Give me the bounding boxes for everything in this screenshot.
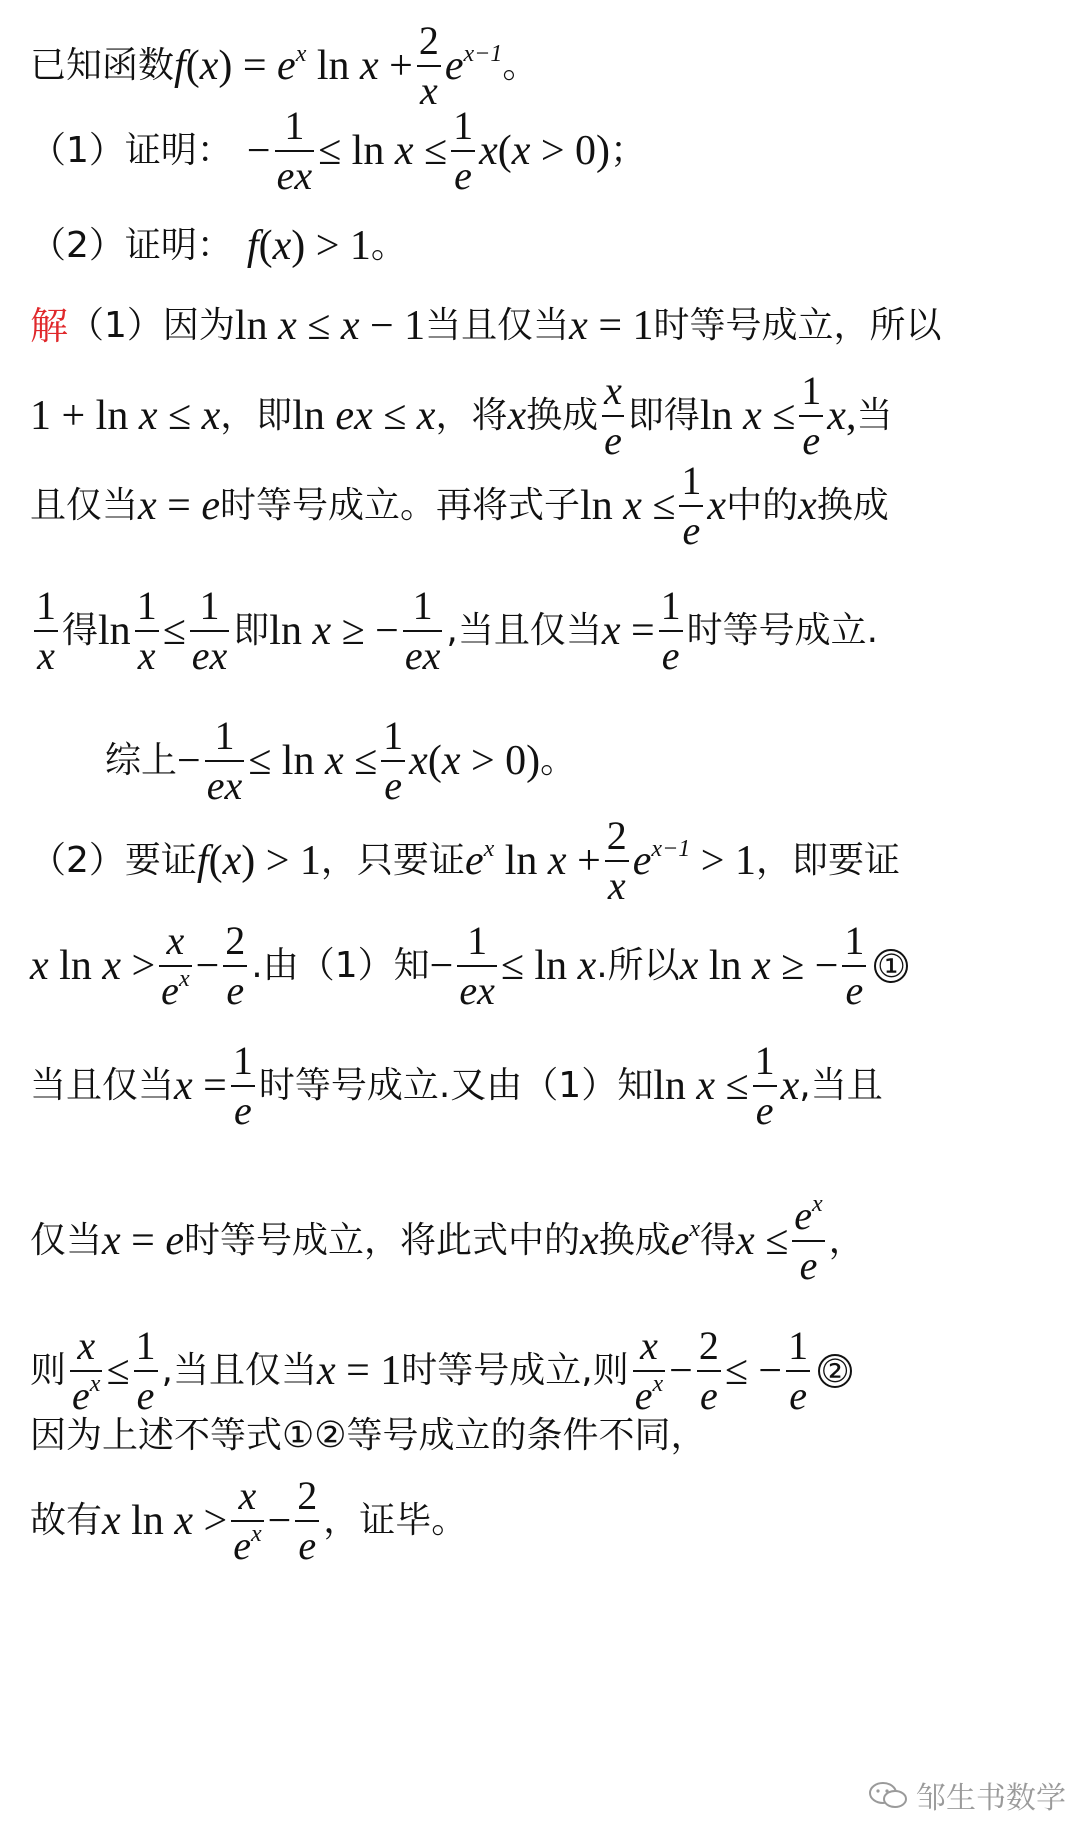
formula: x = e	[138, 483, 221, 529]
formula: x	[780, 1063, 800, 1109]
part1-label: （1）证明：	[30, 130, 233, 171]
fraction: $\frac{x}{e}$	[604, 368, 622, 463]
text: .所以	[596, 945, 680, 986]
text: 得	[700, 1220, 737, 1261]
formula: ≤ ln x ≤	[318, 128, 448, 174]
text: 当	[856, 395, 893, 436]
text: 仅当	[30, 1220, 103, 1261]
formula: −	[669, 1348, 693, 1394]
fraction: $\frac{1}{e}$	[135, 1323, 156, 1418]
fraction: $\frac{1}{x}$	[36, 583, 56, 678]
formula: ln x ≤	[580, 483, 676, 529]
text-period: 。	[540, 740, 577, 781]
wechat-icon	[868, 1780, 908, 1810]
formula: −	[267, 1498, 292, 1544]
formula: ln	[98, 608, 131, 654]
formula: x = 1	[569, 303, 654, 349]
solution-line-6	[30, 815, 1060, 907]
text: ,当且仅当	[446, 610, 602, 651]
text: 时等号成立.又由（1）知	[258, 1065, 654, 1106]
formula: x ≤	[736, 1218, 789, 1264]
solution-line-11	[30, 1415, 1060, 1456]
formula: $e^x$	[670, 1216, 701, 1264]
text: 且仅当	[30, 485, 139, 526]
part-1	[30, 105, 1060, 197]
text: ，证毕。	[323, 1500, 468, 1541]
solution-line-7	[30, 920, 1060, 1012]
solution-line-3	[30, 460, 1060, 552]
text-period: 。	[502, 45, 539, 86]
formula: −	[195, 943, 220, 989]
fraction: $\frac{1}{e}$	[383, 713, 404, 808]
text: ，即	[220, 395, 293, 436]
text: 换成	[526, 395, 599, 436]
text: 时等号成立，将此式中的	[184, 1220, 581, 1261]
formula: ln x ≤ x − 1	[234, 303, 426, 349]
fraction: $\frac{1}{e}$	[453, 103, 474, 198]
text: 时等号成立.	[686, 610, 879, 651]
fraction: $\frac{2}{e}$	[297, 1473, 318, 1568]
formula: f(x) > 1	[246, 223, 371, 269]
problem-statement	[30, 20, 1060, 112]
text: 得	[62, 610, 99, 651]
fraction: $\frac{1}{ex}$	[191, 583, 228, 678]
text: 时等号成立，所以	[653, 305, 942, 346]
fraction: $\frac{2}{x}$	[606, 813, 627, 908]
text: （1）因为	[68, 305, 235, 346]
fraction: $\frac{x}{e^x}$	[161, 918, 190, 1013]
text-intro: 已知函数	[30, 45, 175, 86]
text: 当且仅当	[30, 1065, 175, 1106]
formula: x ln x >	[102, 1498, 228, 1544]
minus: −	[246, 128, 271, 174]
formula: ≤ ln x ≤	[248, 738, 378, 784]
solution-conclusion	[30, 1475, 1060, 1567]
text: 换成	[598, 1220, 671, 1261]
solution-marker: 解	[30, 304, 69, 348]
text: ，将	[435, 395, 508, 436]
formula: ln x ≤	[653, 1063, 749, 1109]
solution-line-9	[30, 1191, 1060, 1288]
fraction: $\frac{x}{e^x}$	[233, 1473, 262, 1568]
text-semicolon: ；	[610, 130, 647, 171]
formula: x,	[827, 393, 857, 439]
text: 时等号成立,则	[401, 1350, 629, 1391]
text: 即	[233, 610, 270, 651]
solution-line-4	[30, 585, 1060, 677]
fraction: $\frac{1}{e}$	[681, 458, 702, 553]
text: （2）要证	[30, 840, 197, 881]
formula: $e^{x-1} > 1$	[632, 836, 756, 884]
text: ,当且	[799, 1065, 883, 1106]
text: 因为上述不等式①②等号成立的条件不同，	[30, 1415, 707, 1456]
text-period: 。	[370, 225, 407, 266]
text: 当且仅当	[425, 305, 570, 346]
formula: ln x ≥ −	[269, 608, 399, 654]
formula: ≤	[162, 608, 186, 654]
text: 综上	[105, 740, 178, 781]
fraction: $\frac{1}{x}$	[136, 583, 157, 678]
text: .由（1）知	[251, 945, 430, 986]
part2-label: （2）证明：	[30, 225, 233, 266]
fraction: $\frac{1}{e}$	[844, 918, 865, 1013]
formula: $f(x) = e^x$ ln x +	[174, 41, 413, 89]
formula: $e^{x-1}$	[444, 41, 503, 89]
text: ，即要证	[755, 840, 900, 881]
formula: $e^x$ ln x +	[464, 836, 601, 884]
fraction: $\frac{1}{ex}$	[276, 103, 313, 198]
formula: x	[580, 1218, 599, 1264]
formula: −	[429, 943, 454, 989]
fraction: $\frac{1}{e}$	[660, 583, 681, 678]
formula: x ln x >	[30, 943, 156, 989]
formula: x	[507, 393, 527, 439]
formula: x	[798, 483, 817, 529]
solution-line-2	[30, 370, 1060, 462]
solution-line-1	[30, 305, 1060, 347]
formula: f(x) > 1	[196, 838, 321, 884]
fraction: $\frac{2}{x}$	[418, 18, 439, 113]
solution-summary	[105, 715, 1060, 807]
fraction: $\frac{1}{e}$	[232, 1038, 253, 1133]
solution-line-8	[30, 1040, 1060, 1132]
formula: x ln x ≥ −	[679, 943, 839, 989]
formula: x = e	[102, 1218, 185, 1264]
fraction: $\frac{x}{e^x}$	[72, 1323, 101, 1418]
solution-line-10	[30, 1325, 1060, 1417]
watermark-text: 邹生书数学	[916, 1781, 1066, 1816]
formula: x = 1	[316, 1348, 402, 1394]
fraction: $\frac{e^x}{e}$	[794, 1191, 823, 1288]
formula: x =	[174, 1063, 227, 1109]
formula: −	[177, 738, 201, 784]
text: ,当且仅当	[161, 1350, 317, 1391]
formula: ≤ −	[724, 1348, 783, 1394]
fraction: $\frac{x}{e^x}$	[634, 1323, 664, 1418]
fraction: $\frac{1}{e}$	[801, 368, 822, 463]
text: 中的	[726, 485, 799, 526]
formula: ≤	[106, 1348, 130, 1394]
fraction: $\frac{1}{ex}$	[459, 918, 495, 1013]
formula: x(x > 0)	[479, 128, 611, 174]
text: 则	[30, 1350, 67, 1391]
marker-2: ②	[818, 1354, 852, 1388]
formula: x	[707, 483, 727, 529]
marker-1: ①	[874, 949, 908, 983]
formula: x =	[601, 608, 655, 654]
watermark	[868, 1773, 1066, 1817]
formula: ln ex ≤ x	[292, 393, 436, 439]
formula: ≤ ln x	[500, 943, 597, 989]
formula: 1 + ln x ≤ x	[30, 393, 221, 439]
part-2	[30, 225, 1060, 267]
text-comma: ，	[828, 1220, 865, 1261]
fraction: $\frac{2}{e}$	[698, 1323, 719, 1418]
text: 换成	[816, 485, 889, 526]
fraction: $\frac{1}{e}$	[754, 1038, 775, 1133]
text: ，只要证	[320, 840, 465, 881]
text: 时等号成立。再将式子	[220, 485, 581, 526]
text: 即得	[627, 395, 700, 436]
fraction: $\frac{2}{e}$	[225, 918, 246, 1013]
fraction: $\frac{1}{e}$	[788, 1323, 809, 1418]
formula: x(x > 0)	[409, 738, 541, 784]
formula: ln x ≤	[699, 393, 796, 439]
fraction: $\frac{1}{ex}$	[206, 713, 243, 808]
fraction: $\frac{1}{ex}$	[404, 583, 441, 678]
text: 故有	[30, 1500, 103, 1541]
